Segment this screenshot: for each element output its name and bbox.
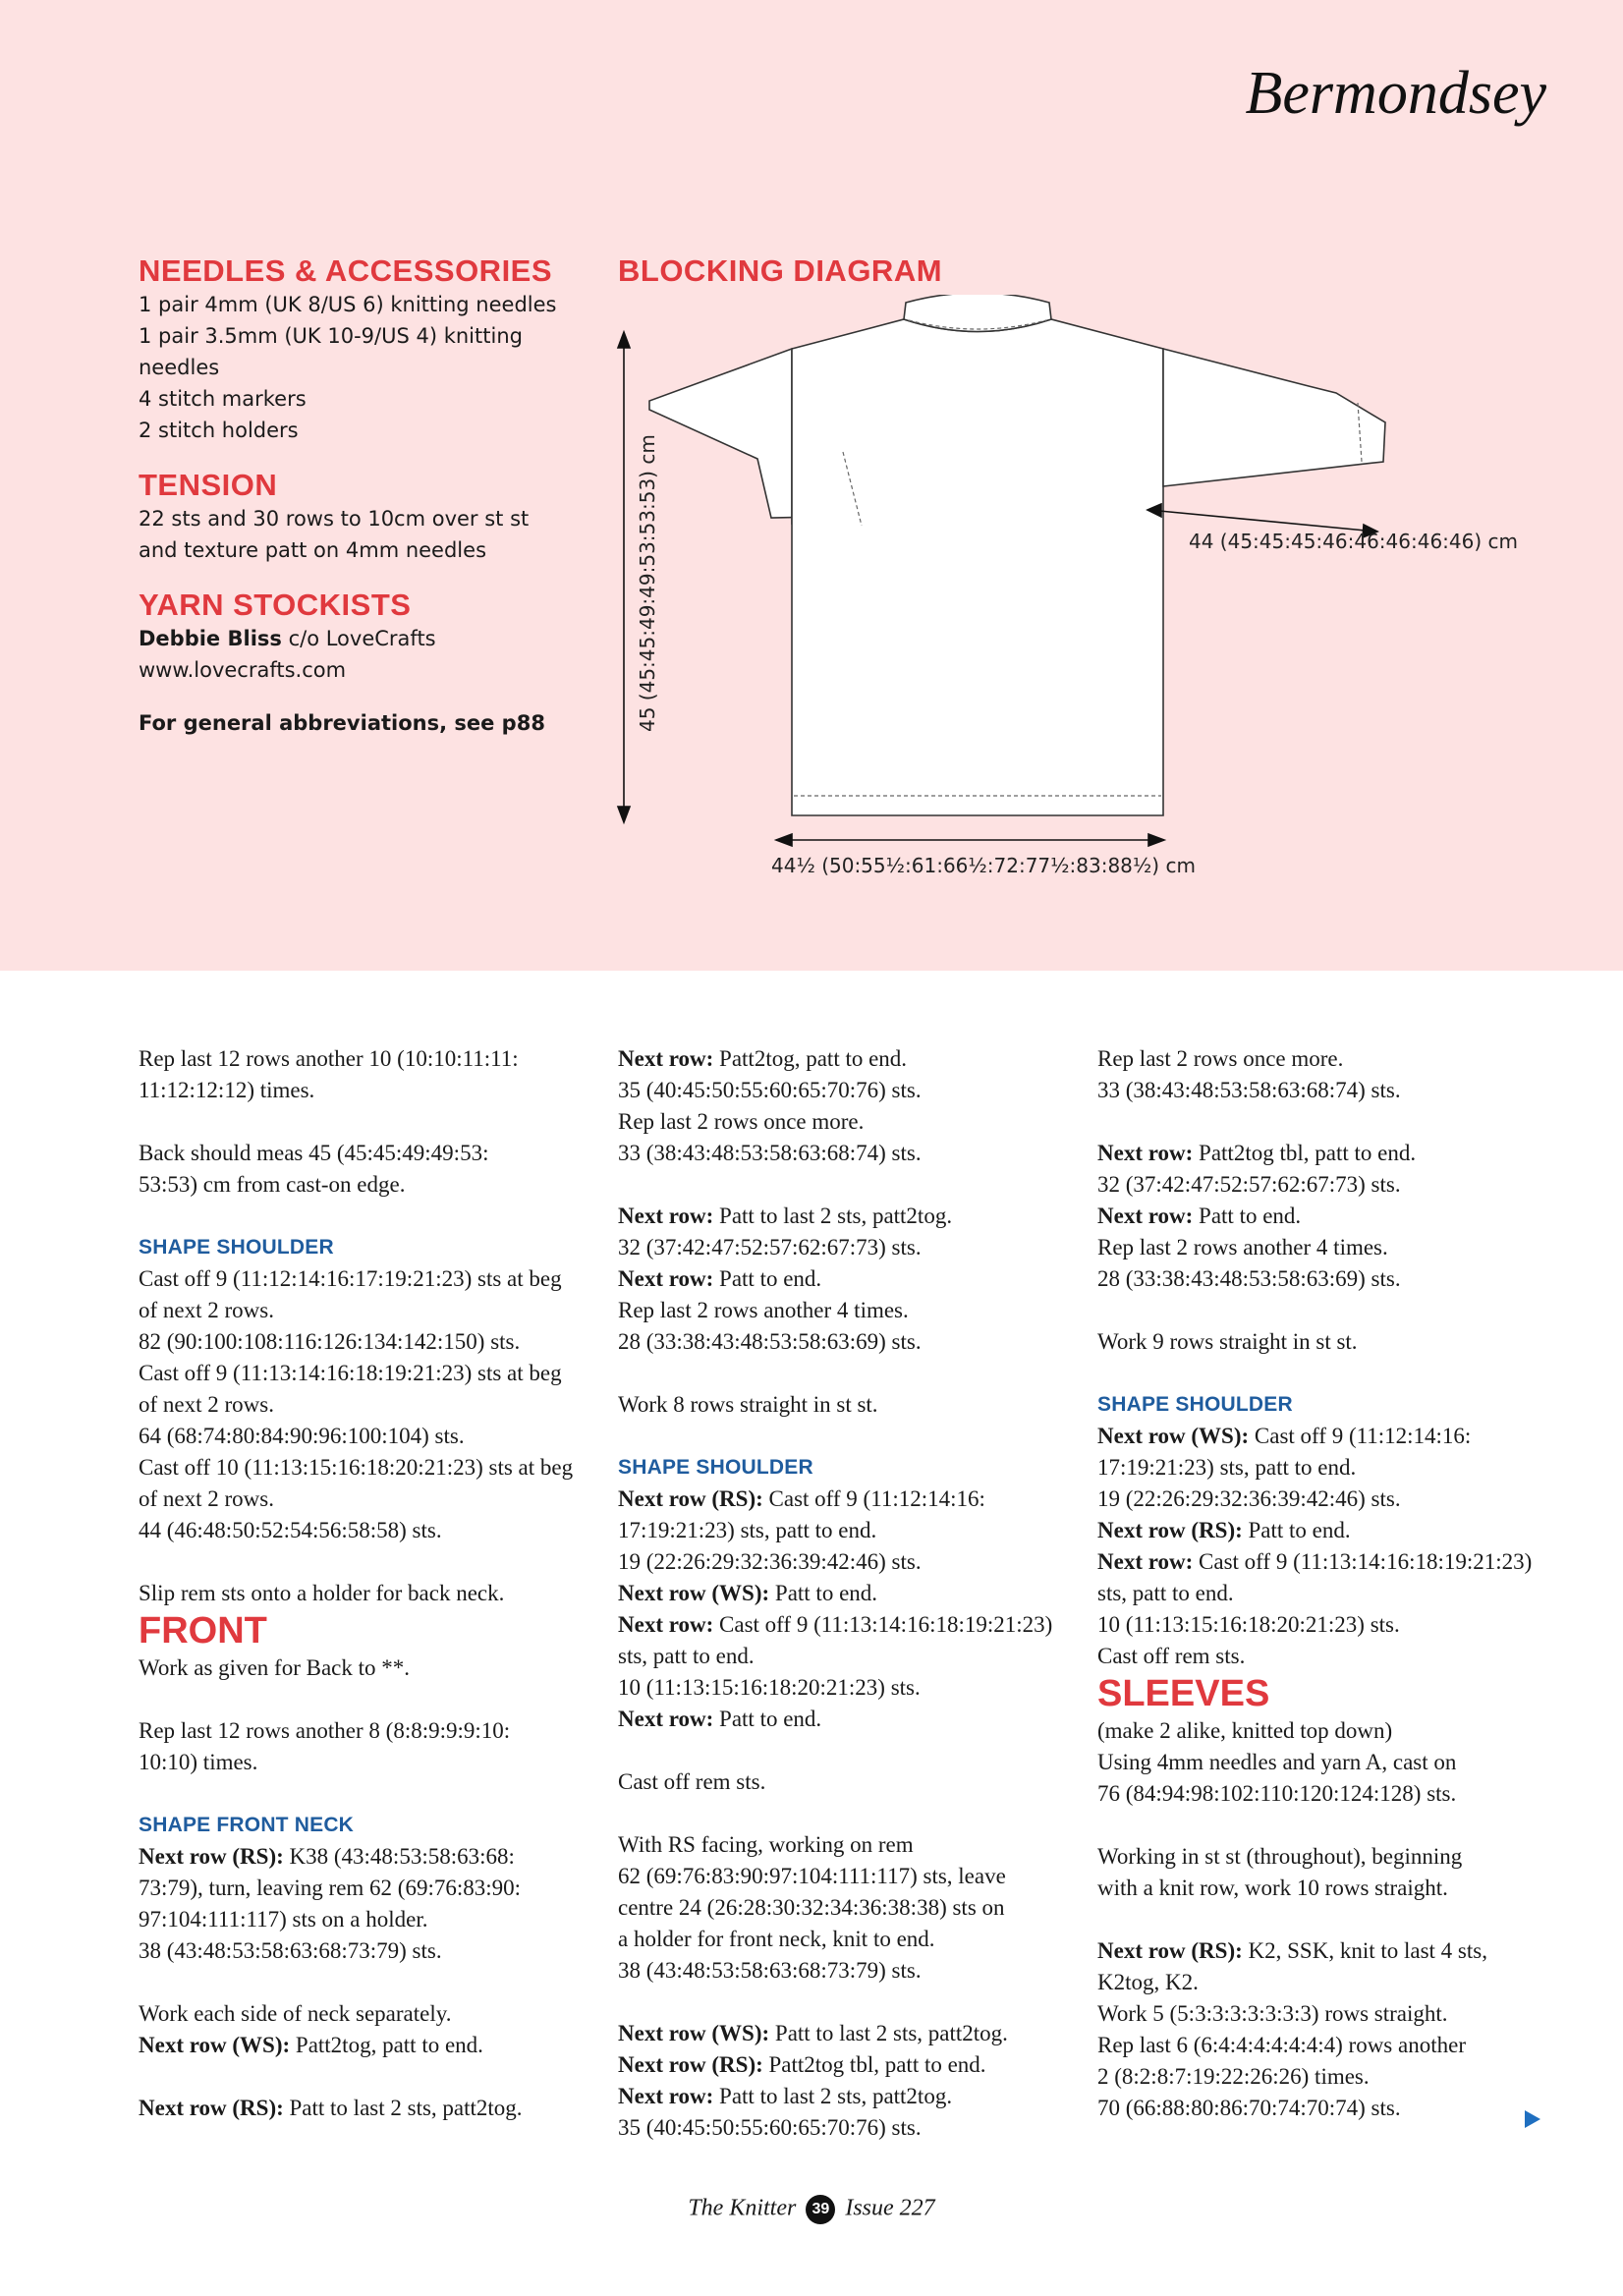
magazine-name: The Knitter — [688, 2195, 797, 2221]
text-line: 2 (8:2:8:7:19:22:26:26) times. — [1097, 2064, 1370, 2089]
row-label: Next row: — [618, 1046, 714, 1071]
blocking-diagram — [609, 295, 1562, 884]
row-label: Next row: — [618, 1204, 714, 1228]
yarn-heading: YARN STOCKISTS — [139, 588, 412, 622]
row-label: Next row (RS): — [1097, 1518, 1243, 1542]
issue-number: Issue 227 — [845, 2195, 935, 2221]
text-line: Cast off 9 (11:13:14:16:18:19:21:23) sts at beg — [139, 1361, 562, 1385]
text-line: Cast off rem sts. — [1097, 1644, 1246, 1668]
text-line: 11:12:12:12) times. — [139, 1078, 315, 1102]
needles-line: 2 stitch holders — [139, 419, 299, 442]
row-text: Patt2tog, patt to end. — [290, 2033, 483, 2057]
text-line — [618, 2081, 1080, 2112]
text-line — [1097, 1138, 1559, 1169]
text-line — [1097, 1546, 1559, 1578]
row-label: Next row: — [618, 1266, 714, 1291]
text-line — [1097, 1515, 1559, 1546]
row-text: Patt to end. — [713, 1266, 822, 1291]
text-line — [139, 1841, 600, 1873]
row-text: Patt to end. — [769, 1581, 878, 1605]
text-line — [618, 2018, 1080, 2049]
text-line: 35 (40:45:50:55:60:65:70:76) sts. — [618, 1078, 922, 1102]
row-text: Patt to last 2 sts, patt2tog. — [713, 1204, 953, 1228]
row-text: K38 (43:48:53:58:63:68: — [283, 1844, 515, 1869]
text-line: 97:104:111:117) sts on a holder. — [139, 1907, 428, 1932]
text-line: 17:19:21:23) sts, patt to end. — [1097, 1455, 1357, 1480]
row-label: Next row (WS): — [618, 1581, 770, 1605]
text-line: 10 (11:13:15:16:18:20:21:23) sts. — [618, 1675, 921, 1700]
row-label: Next row (RS): — [139, 1844, 284, 1869]
text-line: 38 (43:48:53:58:63:68:73:79) sts. — [618, 1958, 922, 1983]
row-label: Next row: — [1097, 1141, 1194, 1165]
shape-shoulder-heading: SHAPE SHOULDER — [1097, 1393, 1293, 1416]
text-line — [618, 1609, 1080, 1641]
text-line: 64 (68:74:80:84:90:96:100:104) sts. — [139, 1424, 465, 1448]
pattern-column-1 — [139, 1043, 600, 2124]
text-line: 35 (40:45:50:55:60:65:70:76) sts. — [618, 2115, 922, 2140]
info-panel — [139, 253, 571, 739]
row-label: Next row (WS): — [618, 2021, 770, 2045]
row-text: Patt to last 2 sts, patt2tog. — [713, 2084, 953, 2108]
yarn-brand-rest: c/o LoveCrafts — [281, 627, 436, 650]
needles-line: 1 pair 3.5mm (UK 10-9/US 4) knitting needles — [139, 324, 523, 379]
yarn-url[interactable]: www.lovecrafts.com — [139, 658, 347, 682]
text-line: with a knit row, work 10 rows straight. — [1097, 1876, 1448, 1900]
text-line: 76 (84:94:98:102:110:120:124:128) sts. — [1097, 1781, 1457, 1806]
text-line: Rep last 12 rows another 10 (10:10:11:11: — [139, 1046, 519, 1071]
row-label: Next row: — [618, 1707, 714, 1731]
text-line: 28 (33:38:43:48:53:58:63:69) sts. — [1097, 1266, 1401, 1291]
row-text: Patt to end. — [1242, 1518, 1351, 1542]
text-line: of next 2 rows. — [139, 1298, 274, 1322]
text-line: Working in st st (throughout), beginning — [1097, 1844, 1463, 1869]
text-line — [618, 1201, 1080, 1232]
abbrev-note: For general abbreviations, see p88 — [139, 711, 545, 735]
text-line — [1097, 1201, 1559, 1232]
text-line: 32 (37:42:47:52:57:62:67:73) sts. — [618, 1235, 922, 1260]
row-text: K2, SSK, knit to last 4 sts, — [1242, 1938, 1487, 1963]
pattern-title: Bermondsey — [1245, 60, 1546, 127]
needles-line: 1 pair 4mm (UK 8/US 6) knitting needles — [139, 293, 557, 316]
pattern-column-2 — [618, 1043, 1080, 2144]
row-label: Next row (RS): — [1097, 1938, 1243, 1963]
pattern-column-3 — [1097, 1043, 1559, 2124]
text-line: 44 (46:48:50:52:54:56:58:58) sts. — [139, 1518, 442, 1542]
tension-heading: TENSION — [139, 468, 278, 502]
row-label: Next row (WS): — [1097, 1424, 1250, 1448]
text-line — [618, 2049, 1080, 2081]
text-line: 33 (38:43:48:53:58:63:68:74) sts. — [618, 1141, 922, 1165]
row-text: Patt to end. — [1193, 1204, 1302, 1228]
row-text: Patt to last 2 sts, patt2tog. — [283, 2096, 523, 2120]
yarn-section — [139, 588, 571, 686]
text-line: 70 (66:88:80:86:70:74:70:74) sts. — [1097, 2096, 1401, 2120]
text-line: 17:19:21:23) sts, patt to end. — [618, 1518, 877, 1542]
text-line: K2tog, K2. — [1097, 1970, 1199, 1994]
yarn-brand-line — [139, 623, 571, 654]
yarn-brand: Debbie Bliss — [139, 627, 282, 650]
page-footer — [0, 2195, 1623, 2224]
text-line — [1097, 1421, 1559, 1452]
shape-shoulder-heading: SHAPE SHOULDER — [139, 1236, 334, 1259]
row-text: Patt to last 2 sts, patt2tog. — [769, 2021, 1008, 2045]
needles-section — [139, 253, 571, 446]
text-line: 19 (22:26:29:32:36:39:42:46) sts. — [618, 1549, 922, 1574]
row-text: Cast off 9 (11:13:14:16:18:19:21:23) — [713, 1612, 1053, 1637]
text-line — [618, 1263, 1080, 1295]
tension-text: 22 sts and 30 rows to 10cm over st st and texture patt on 4mm needles — [139, 507, 530, 562]
row-label: Next row (WS): — [139, 2033, 291, 2057]
width-measure: 44½ (50:55½:61:66½:72:77½:83:88½) cm — [771, 854, 1196, 877]
text-line: centre 24 (26:28:30:32:34:36:38:38) sts on — [618, 1895, 1005, 1920]
text-line: Rep last 2 rows once more. — [618, 1109, 865, 1134]
shape-shoulder-heading: SHAPE SHOULDER — [618, 1456, 813, 1479]
text-line: Cast off rem sts. — [618, 1769, 766, 1794]
text-line — [618, 1578, 1080, 1609]
text-line: of next 2 rows. — [139, 1392, 274, 1417]
needles-heading: NEEDLES & ACCESSORIES — [139, 253, 553, 288]
row-label: Next row: — [618, 1612, 714, 1637]
row-text: Patt2tog, patt to end. — [713, 1046, 908, 1071]
text-line: 33 (38:43:48:53:58:63:68:74) sts. — [1097, 1078, 1401, 1102]
text-line: 38 (43:48:53:58:63:68:73:79) sts. — [139, 1938, 442, 1963]
text-line: a holder for front neck, knit to end. — [618, 1927, 935, 1951]
text-line: sts, patt to end. — [618, 1644, 755, 1668]
text-line: Work 9 rows straight in st st. — [1097, 1329, 1358, 1354]
text-line: Back should meas 45 (45:45:49:49:53: — [139, 1141, 489, 1165]
text-line: Cast off 10 (11:13:15:16:18:20:21:23) sts at beg — [139, 1455, 574, 1480]
text-line: Work as given for Back to **. — [139, 1655, 410, 1680]
text-line: 53:53) cm from cast-on edge. — [139, 1172, 406, 1197]
row-text: Cast off 9 (11:12:14:16: — [762, 1486, 985, 1511]
row-text: Cast off 9 (11:12:14:16: — [1249, 1424, 1472, 1448]
text-line: Slip rem sts onto a holder for back neck. — [139, 1581, 505, 1605]
length-measure: 45 (45:45:49:49:53:53:53) cm — [636, 434, 659, 732]
text-line: Cast off 9 (11:12:14:16:17:19:21:23) sts at beg — [139, 1266, 562, 1291]
text-line: Rep last 2 rows another 4 times. — [1097, 1235, 1388, 1260]
row-label: Next row: — [1097, 1204, 1194, 1228]
row-text: Cast off 9 (11:13:14:16:18:19:21:23) — [1193, 1549, 1533, 1574]
text-line: Rep last 2 rows another 4 times. — [618, 1298, 909, 1322]
text-line: 28 (33:38:43:48:53:58:63:69) sts. — [618, 1329, 922, 1354]
row-label: Next row (RS): — [139, 2096, 284, 2120]
text-line: 10 (11:13:15:16:18:20:21:23) sts. — [1097, 1612, 1400, 1637]
tension-section — [139, 468, 571, 566]
text-line: 19 (22:26:29:32:36:39:42:46) sts. — [1097, 1486, 1401, 1511]
text-line: 82 (90:100:108:116:126:134:142:150) sts. — [139, 1329, 521, 1354]
text-line: sts, patt to end. — [1097, 1581, 1234, 1605]
text-line — [618, 1043, 1080, 1075]
page-number: 39 — [806, 2195, 835, 2224]
text-line: (make 2 alike, knitted top down) — [1097, 1718, 1393, 1743]
text-line: Work each side of neck separately. — [139, 2001, 452, 2026]
text-line — [139, 2093, 600, 2124]
text-line: 62 (69:76:83:90:97:104:111:117) sts, leave — [618, 1864, 1006, 1888]
text-line: Rep last 6 (6:4:4:4:4:4:4:4) rows another — [1097, 2033, 1466, 2057]
text-line: 10:10) times. — [139, 1750, 258, 1774]
text-line — [618, 1704, 1080, 1735]
blocking-heading: BLOCKING DIAGRAM — [618, 253, 943, 288]
text-line — [618, 1484, 1080, 1515]
text-line: With RS facing, working on rem — [618, 1832, 914, 1857]
text-line: Work 5 (5:3:3:3:3:3:3:3) rows straight. — [1097, 2001, 1448, 2026]
text-line: Using 4mm needles and yarn A, cast on — [1097, 1750, 1457, 1774]
needles-line: 4 stitch markers — [139, 387, 307, 411]
row-text: Patt2tog tbl, patt to end. — [1193, 1141, 1417, 1165]
text-line: Rep last 12 rows another 8 (8:8:9:9:9:10: — [139, 1718, 511, 1743]
row-label: Next row: — [618, 2084, 714, 2108]
sleeves-heading: SLEEVES — [1097, 1673, 1270, 1714]
row-text: Patt2tog tbl, patt to end. — [762, 2052, 986, 2077]
row-text: Patt to end. — [713, 1707, 822, 1731]
sleeve-measure: 44 (45:45:45:46:46:46:46:46) cm — [1189, 530, 1519, 553]
row-label: Next row (RS): — [618, 2052, 763, 2077]
text-line: 73:79), turn, leaving rem 62 (69:76:83:90: — [139, 1876, 522, 1900]
text-line — [1097, 1935, 1559, 1967]
text-line: Work 8 rows straight in st st. — [618, 1392, 878, 1417]
continue-arrow-icon — [1525, 2110, 1540, 2128]
text-line: of next 2 rows. — [139, 1486, 274, 1511]
row-label: Next row: — [1097, 1549, 1194, 1574]
text-line — [139, 2030, 600, 2061]
row-label: Next row (RS): — [618, 1486, 763, 1511]
front-heading: FRONT — [139, 1610, 267, 1652]
text-line: 32 (37:42:47:52:57:62:67:73) sts. — [1097, 1172, 1401, 1197]
text-line: Rep last 2 rows once more. — [1097, 1046, 1344, 1071]
shape-front-neck-heading: SHAPE FRONT NECK — [139, 1814, 355, 1836]
